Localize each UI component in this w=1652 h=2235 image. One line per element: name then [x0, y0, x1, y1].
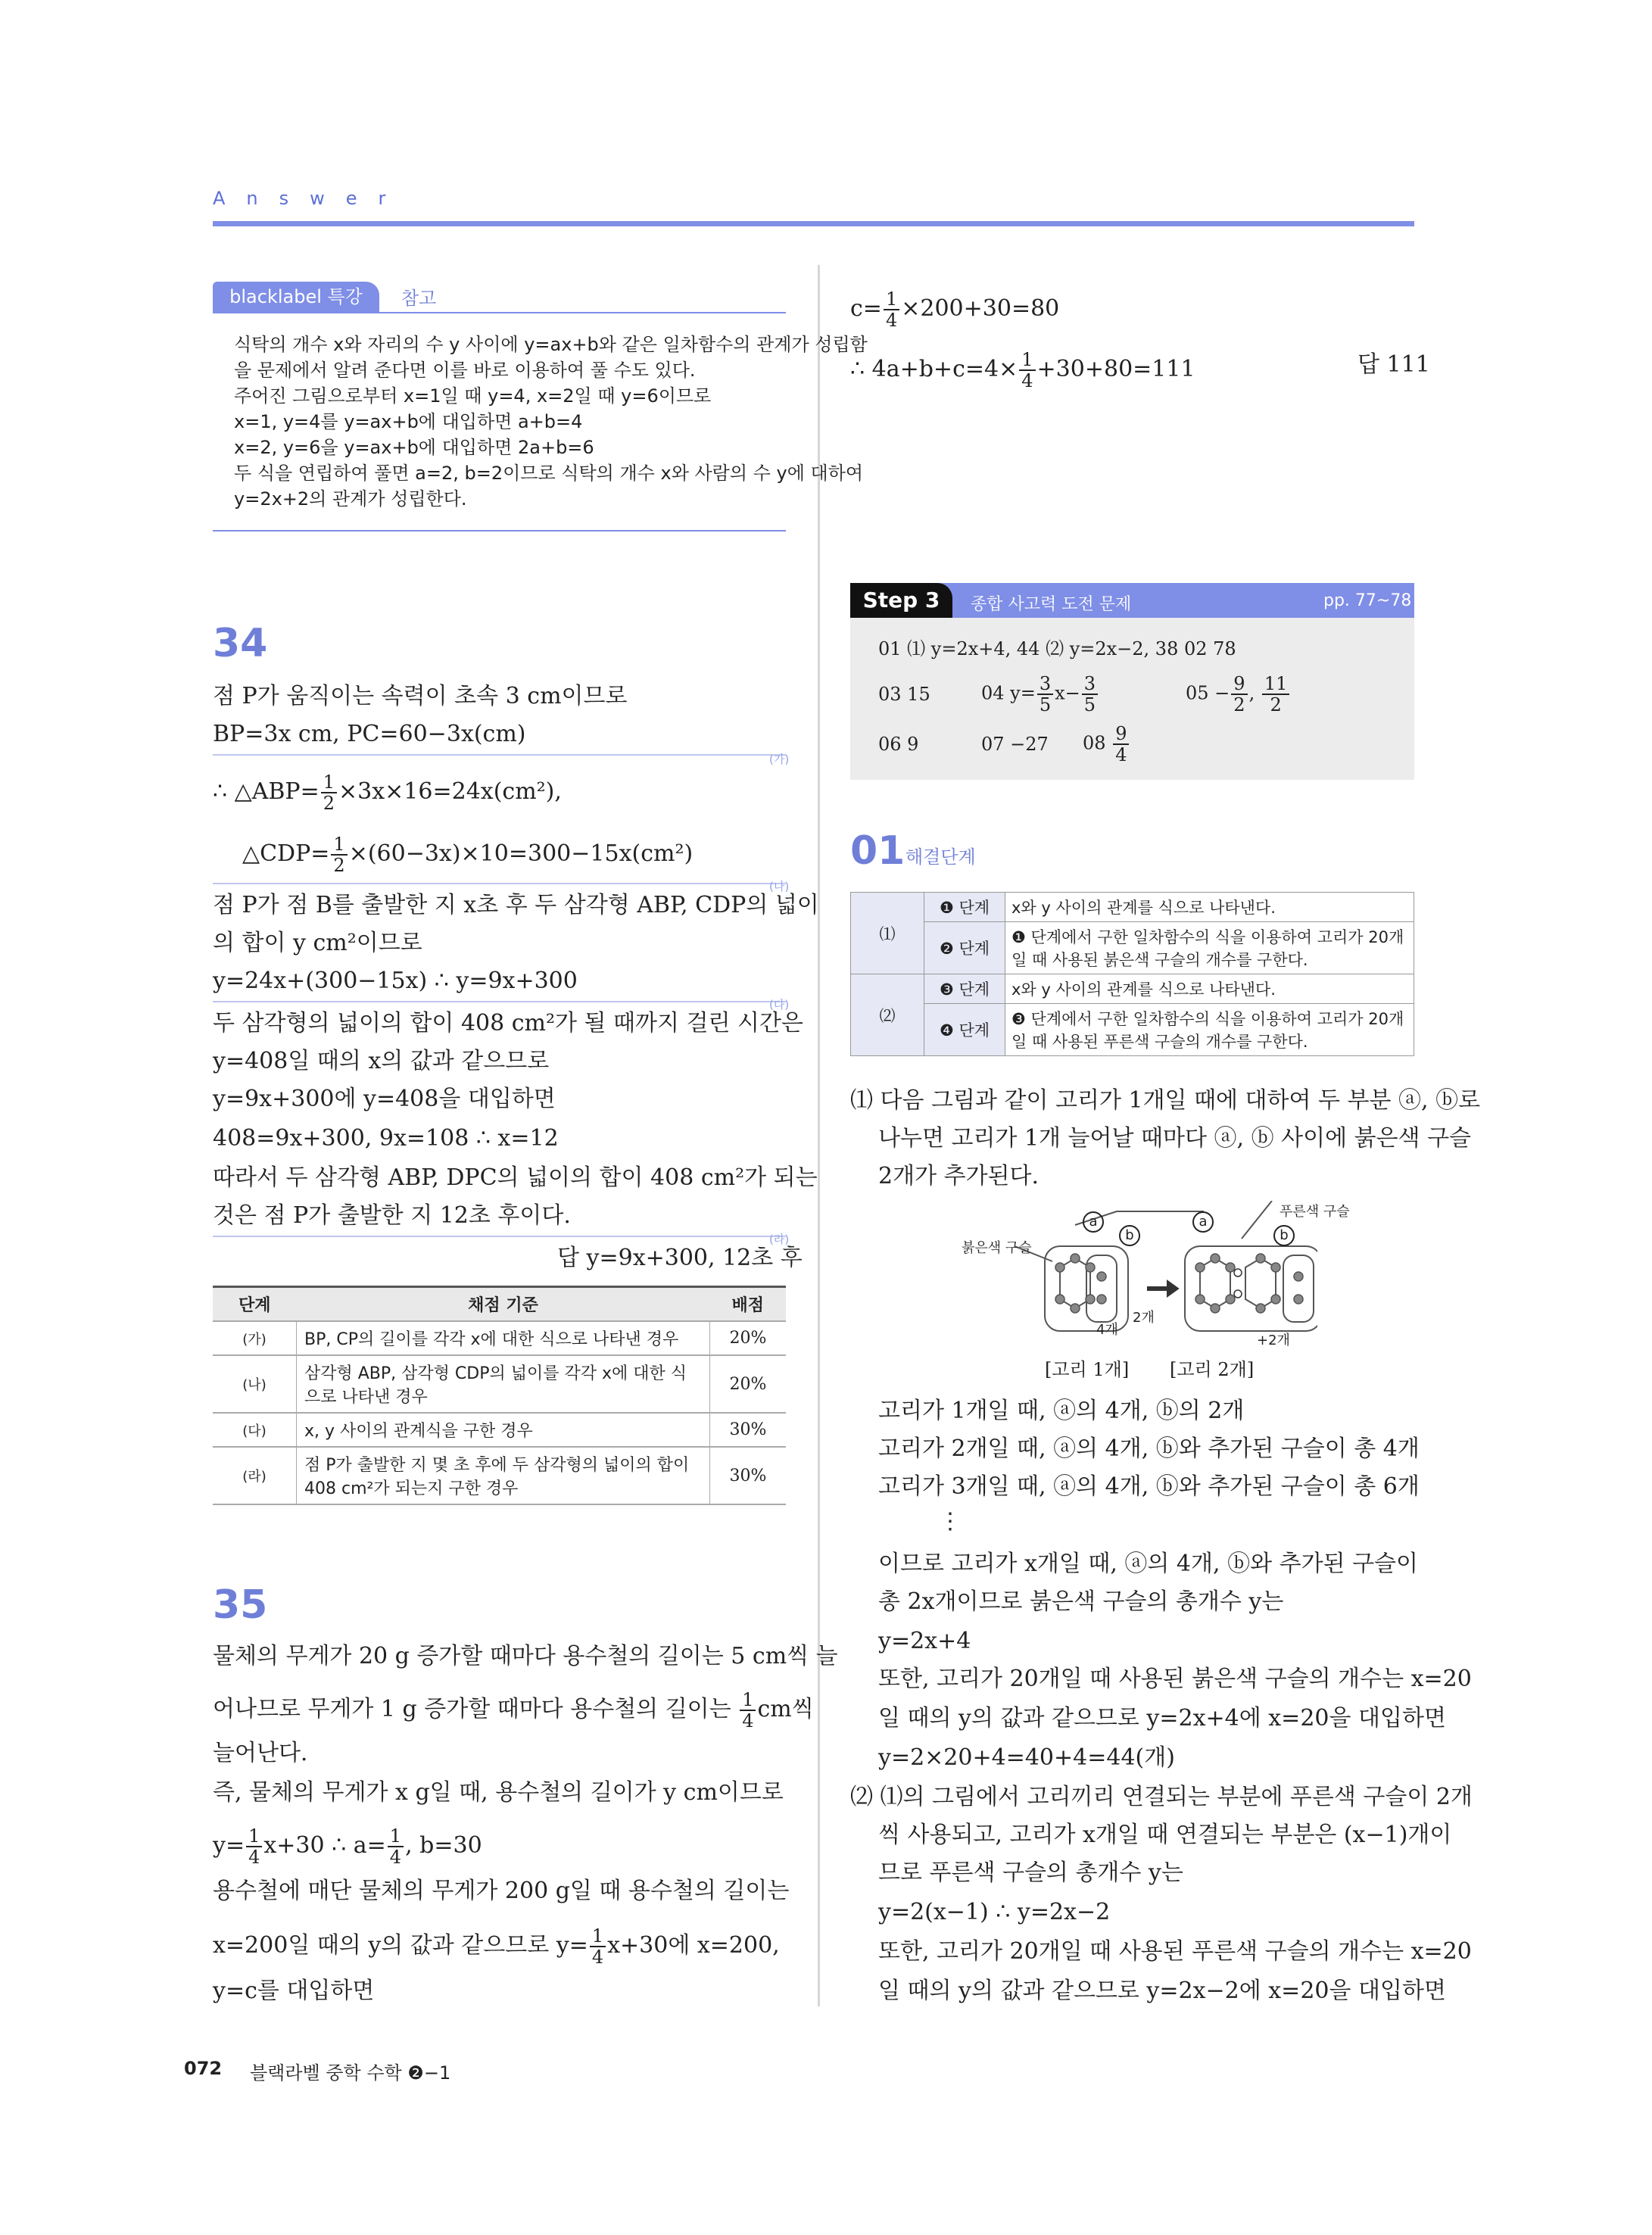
step3-answer: 08 $\frac{9}{4}$	[1083, 724, 1130, 765]
fig-label-a: a	[1083, 1211, 1104, 1233]
step3-title: 종합 사고력 도전 문제	[971, 595, 1132, 614]
grading-header: 배점	[710, 1287, 787, 1322]
p01-line: y=2x+4	[878, 1628, 971, 1654]
p01-line: 고리가 2개일 때, ⓐ의 4개, ⓑ와 추가된 구슬이 총 4개	[878, 1435, 1420, 1462]
p34-line: BP=3x cm, PC=60−3x(cm)	[213, 721, 526, 747]
grading-row: (나) 삼각형 ABP, 삼각형 CDP의 넓이를 각각 x에 대한 식으로 나타낸 경우 20%	[213, 1355, 786, 1413]
fig-label-b: b	[1119, 1225, 1140, 1246]
box-top-rule	[213, 312, 786, 313]
p01-line: ⑵ ⑴의 그림에서 고리끼리 연결되는 부분에 푸른색 구슬이 2개	[850, 1784, 1473, 1810]
p34-line: 점 P가 움직이는 속력이 초속 3 cm이므로	[213, 683, 628, 709]
fig-label-a: a	[1192, 1211, 1214, 1233]
step-rule	[213, 1001, 786, 1002]
p01-line: 2개가 추가된다.	[878, 1163, 1040, 1189]
p01-line: 일 때의 y의 값과 같으므로 y=2x−2에 x=20을 대입하면	[878, 1978, 1446, 2004]
plan-row: ⑵ ❸ 단계 x와 y 사이의 관계를 식으로 나타낸다.	[851, 974, 1414, 1004]
p01-line: 이므로 고리가 x개일 때, ⓐ의 4개, ⓑ와 추가된 구슬이	[878, 1551, 1419, 1577]
sum-equation: ∴ 4a+b+c=4× $\frac{1}{4}$ +30+80=111	[850, 349, 1195, 391]
fig-label-b: b	[1273, 1225, 1295, 1246]
blue-bead-label: 푸른색 구슬	[1280, 1204, 1350, 1220]
plan-row: ❷ 단계 ❶ 단계에서 구한 일차함수의 식을 이용하여 고리가 20개 일 때 사용된 붉은색 구슬의 개수를 구한다.	[851, 922, 1414, 974]
note-tab: 참고	[401, 288, 437, 309]
blacklabel-tab	[213, 282, 379, 312]
grading-header: 채점 기준	[297, 1287, 710, 1322]
p01-dots: ⋮	[939, 1508, 962, 1535]
p35-line: 물체의 무게가 20 g 증가할 때마다 용수철의 길이는 5 cm씩 늘	[213, 1643, 838, 1669]
grading-row: (다) x, y 사이의 관계식을 구한 경우 30%	[213, 1413, 786, 1447]
p34-area-abp: ∴ △ABP= $\frac{1}{2}$ ×3x×16=24x(cm²),	[213, 771, 562, 814]
step3-answer: 06 9	[878, 734, 919, 755]
book-title: 블랙라벨 중학 수학 ❷−1	[250, 2062, 451, 2084]
grading-table	[213, 1286, 786, 1505]
solution-steps-tag: 해결단계	[905, 846, 976, 868]
p34-line: 두 삼각형의 넓이의 합이 408 cm²가 될 때까지 걸린 시간은	[213, 1010, 803, 1036]
p35-line: 어나므로 무게가 1 g 증가할 때마다 용수철의 길이는 $\frac{1}{4}$ cm씩	[213, 1689, 814, 1732]
p35-line: 늘어난다.	[213, 1740, 308, 1766]
c-equation: c= $\frac{1}{4}$ ×200+30=80	[850, 288, 1060, 331]
step3-answer-row: 01 ⑴ y=2x+4, 44 ⑵ y=2x−2, 38 02 78	[878, 638, 1236, 659]
p01-line: 일 때의 y의 값과 같으므로 y=2x+4에 x=20을 대입하면	[878, 1705, 1446, 1732]
p35-answer: 답 111	[1357, 351, 1430, 378]
p34-line: 것은 점 P가 출발한 지 12초 후이다.	[213, 1202, 571, 1229]
fig-count-plus2: +2개	[1257, 1333, 1290, 1348]
page-number: 072	[184, 2058, 223, 2079]
box-line: x=2, y=6을 y=ax+b에 대입하면 2a+b=6	[234, 437, 594, 458]
step-mark: (다)	[769, 998, 790, 1012]
fig-count-4: 4개	[1096, 1322, 1118, 1338]
fig-count-2: 2개	[1133, 1310, 1155, 1326]
p01-line: 또한, 고리가 20개일 때 사용된 붉은색 구슬의 개수는 x=20	[878, 1666, 1472, 1692]
p01-line: 므로 푸른색 구슬의 총개수 y는	[878, 1859, 1183, 1886]
p35-line: x=200일 때의 y의 값과 같으므로 y= $\frac{1}{4}$ x+30에 x=200,	[213, 1925, 780, 1968]
step3-answer: 04 y= $\frac{3}{5}$ x− $\frac{3}{5}$	[981, 674, 1099, 715]
p01-line: ⑴ 다음 그림과 같이 고리가 1개일 때에 대하여 두 부분 ⓐ, ⓑ로	[850, 1087, 1481, 1114]
step-rule	[213, 1236, 786, 1237]
step-rule	[213, 754, 786, 756]
p34-line: 따라서 두 삼각형 ABP, DPC의 넓이의 합이 408 cm²가 되는	[213, 1164, 818, 1191]
p35-line: y= $\frac{1}{4}$ x+30 ∴ a= $\frac{1}{4}$ , b=30	[213, 1825, 482, 1868]
p01-line: y=2(x−1) ∴ y=2x−2	[878, 1899, 1111, 1925]
red-bead-label: 붉은색 구슬	[962, 1240, 1032, 1256]
step-mark: (라)	[769, 1233, 790, 1246]
step-mark: (나)	[769, 880, 790, 893]
plan-row: ❹ 단계 ❸ 단계에서 구한 일차함수의 식을 이용하여 고리가 20개 일 때 사용된 푸른색 구슬의 개수를 구한다.	[851, 1004, 1414, 1056]
box-line: 주어진 그림으로부터 x=1일 때 y=4, x=2일 때 y=6이므로	[234, 385, 712, 407]
grading-row: (가) BP, CP의 길이를 각각 x에 대한 식으로 나타낸 경우 20%	[213, 1321, 786, 1355]
step3-answer: 03 15	[878, 684, 930, 705]
fig-caption-2: [고리 2개]	[1170, 1359, 1255, 1380]
p34-answer: 답 y=9x+300, 12초 후	[557, 1245, 803, 1271]
header-rule	[213, 221, 1414, 226]
p35-line: 즉, 물체의 무게가 x g일 때, 용수철의 길이가 y cm이므로	[213, 1779, 784, 1806]
step3-pages: pp. 77~78	[1323, 591, 1412, 610]
box-line: y=2x+2의 관계가 성립한다.	[234, 488, 467, 510]
step-rule	[213, 883, 786, 884]
p01-line: 또한, 고리가 20개일 때 사용된 푸른색 구슬의 개수는 x=20	[878, 1938, 1472, 1965]
problem-number-01: 01	[850, 828, 905, 874]
p34-line: 408=9x+300, 9x=108 ∴ x=12	[213, 1125, 559, 1152]
fig-caption-1: [고리 1개]	[1045, 1359, 1130, 1380]
step3-badge: Step 3	[850, 583, 952, 618]
p01-line: 나누면 고리가 1개 늘어날 때마다 ⓐ, ⓑ 사이에 붉은색 구슬	[878, 1125, 1472, 1152]
box-bottom-rule	[213, 530, 786, 531]
p34-line: y=408일 때의 x의 값과 같으므로	[213, 1048, 550, 1074]
solution-plan-table	[850, 892, 1414, 1056]
p34-area-cdp: △CDP= $\frac{1}{2}$ ×(60−3x)×10=300−15x(cm²)	[242, 834, 694, 876]
p34-line: y=24x+(300−15x) ∴ y=9x+300	[213, 968, 578, 994]
p01-line: 총 2x개이므로 붉은색 구슬의 총개수 y는	[878, 1588, 1284, 1615]
grading-row: (라) 점 P가 출발한 지 몇 초 후에 두 삼각형의 넓이의 합이 408 cm²가 되는지 구한 경우 30%	[213, 1447, 786, 1504]
box-line: x=1, y=4를 y=ax+b에 대입하면 a+b=4	[234, 411, 583, 432]
p35-line: y=c를 대입하면	[213, 1978, 375, 2004]
problem-number-35: 35	[213, 1582, 268, 1628]
p34-line: y=9x+300에 y=408을 대입하면	[213, 1086, 556, 1112]
p01-line: 고리가 3개일 때, ⓐ의 4개, ⓑ와 추가된 구슬이 총 6개	[878, 1473, 1420, 1500]
blacklabel-tab-label: blacklabel 특강	[229, 286, 363, 307]
answer-header: Answer	[213, 188, 407, 209]
box-line: 을 문제에서 알려 준다면 이를 바로 이용하여 풀 수도 있다.	[234, 360, 696, 381]
box-line: 두 식을 연립하여 풀면 a=2, b=2이므로 식탁의 개수 x와 사람의 수 y에 대하여	[234, 463, 864, 484]
p01-line: 고리가 1개일 때, ⓐ의 4개, ⓑ의 2개	[878, 1398, 1245, 1424]
problem-number-34: 34	[213, 621, 268, 666]
plan-row: ⑴ ❶ 단계 x와 y 사이의 관계를 식으로 나타낸다.	[851, 893, 1414, 922]
p34-line: 점 P가 점 B를 출발한 지 x초 후 두 삼각형 ABP, CDP의 넓이	[213, 892, 819, 918]
box-line: 식탁의 개수 x와 자리의 수 y 사이에 y=ax+b와 같은 일차함수의 관계가 성립함	[234, 334, 868, 355]
p34-line: 의 합이 y cm²이므로	[213, 930, 422, 956]
grading-header: 단계	[213, 1287, 297, 1322]
p01-line: 씩 사용되고, 고리가 x개일 때 연결되는 부분은 (x−1)개이	[878, 1822, 1452, 1848]
step3-answer: 07 −27	[981, 734, 1049, 755]
column-divider	[818, 265, 820, 2006]
p01-line: y=2×20+4=40+4=44(개)	[878, 1744, 1175, 1771]
step3-answer: 05 − $\frac{9}{2}$ , $\frac{11}{2}$	[1186, 674, 1291, 715]
step-mark: (가)	[769, 753, 790, 766]
p35-line: 용수철에 매단 물체의 무게가 200 g일 때 용수철의 길이는	[213, 1878, 790, 1904]
